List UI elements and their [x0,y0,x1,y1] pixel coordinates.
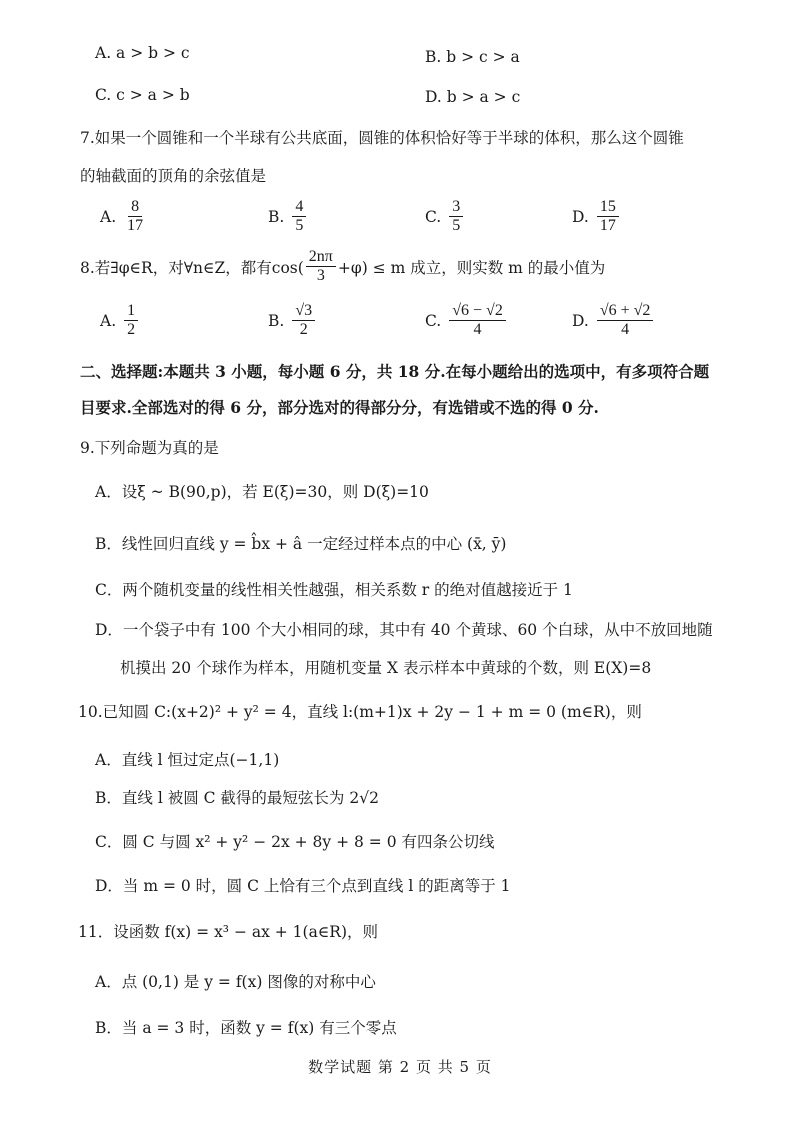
q8-option-d-label: D. [572,311,589,330]
q9-stem: 9.下列命题为真的是 [80,439,219,457]
q8-a-den: 2 [127,321,136,339]
q11-stem: 11．设函数 f(x) = x³ − ax + 1(a∈R)，则 [78,923,379,941]
q7-option-c-label: C. [425,207,442,226]
q7-a-den: 17 [127,217,144,235]
page-footer: 数学试题 第 2 页 共 5 页 [308,1058,492,1076]
q7-c-den: 5 [452,217,461,235]
section2-heading-line2: 目要求.全部选对的得 6 分，部分选对的得部分分，有选错或不选的得 0 分. [80,398,599,417]
q9-option-d-line2: 机摸出 20 个球作为样本，用随机变量 X 表示样本中黄球的个数，则 E(X)=8 [120,659,652,677]
q8-option-d [572,302,653,340]
q8-option-a-label: A. [100,311,117,330]
q8-option-c [425,302,506,340]
q7-option-d [572,198,619,236]
q7-b-num: 4 [292,198,306,217]
q9-option-d-line1: D．一个袋子中有 100 个大小相同的球，其中有 40 个黄球、60 个白球，从中不放回地随 [95,621,713,639]
q8-a-num: 1 [124,302,138,321]
q9-option-c: C．两个随机变量的线性相关性越强，相关系数 r 的绝对值越接近于 1 [95,581,573,599]
q7-d-den: 17 [599,217,616,235]
q7-a-num: 8 [128,198,142,217]
q7-option-a [100,198,146,236]
q7-d-num: 15 [597,198,619,217]
q10-option-c: C．圆 C 与圆 x² + y² − 2x + 8y + 8 = 0 有四条公切线 [95,833,495,851]
q8-option-a [100,302,138,340]
q7-b-den: 5 [295,217,304,235]
q8-b-num: √3 [292,302,315,321]
q9-option-b: B．线性回归直线 y = b̂x + â 一定经过样本点的中心 (x̄, ȳ) [95,535,507,553]
q9-option-a: A．设ξ ~ B(90,p)，若 E(ξ)=30，则 D(ξ)=10 [95,483,429,501]
option-a-prev: A. a > b > c [95,44,190,62]
q8-stem-suffix: +φ) ≤ m 成立，则实数 m 的最小值为 [337,258,606,277]
q8-c-den: 4 [473,321,482,339]
q10-option-d: D．当 m = 0 时，圆 C 上恰有三个点到直线 l 的距离等于 1 [95,877,511,895]
q8-frac-num: 2nπ [306,248,336,267]
q10-option-b: B．直线 l 被圆 C 截得的最短弦长为 2√2 [95,789,379,807]
option-c-prev: C. c > a > b [95,86,190,104]
q7-stem-line1: 7.如果一个圆锥和一个半球有公共底面，圆锥的体积恰好等于半球的体积，那么这个圆锥 [80,129,684,147]
q7-option-c [425,198,463,236]
q7-option-b [268,198,306,236]
q8-frac-den: 3 [316,267,325,285]
q7-stem-line2: 的轴截面的顶角的余弦值是 [80,167,267,185]
q8-c-num: √6 − √2 [449,302,506,321]
q8-option-b [268,302,315,340]
section2-heading-line1: 二、选择题:本题共 3 小题，每小题 6 分，共 18 分.在每小题给出的选项中，有多项符合题 [80,362,710,381]
q11-option-a: A．点 (0,1) 是 y = f(x) 图像的对称中心 [95,973,376,991]
q8-b-den: 2 [299,321,308,339]
q8-stem [80,248,605,286]
q7-option-d-label: D. [572,207,589,226]
q11-option-b: B．当 a = 3 时，函数 y = f(x) 有三个零点 [95,1019,397,1037]
q7-option-b-label: B. [268,207,285,226]
option-d-prev: D. b > a > c [425,88,521,106]
q8-option-b-label: B. [268,311,285,330]
q8-d-num: √6 + √2 [597,302,654,321]
option-b-prev: B. b > c > a [425,48,520,66]
q10-option-a: A．直线 l 恒过定点(−1,1) [95,751,280,769]
q8-d-den: 4 [621,321,630,339]
q8-option-c-label: C. [425,311,442,330]
q10-stem: 10.已知圆 C:(x+2)² + y² = 4，直线 l:(m+1)x + 2y − 1 + m = 0 (m∈R)，则 [78,703,642,721]
q7-option-a-label: A. [100,207,117,226]
q8-stem-prefix: 8.若∃φ∈R，对∀n∈Z，都有cos( [80,258,304,277]
q7-c-num: 3 [449,198,463,217]
